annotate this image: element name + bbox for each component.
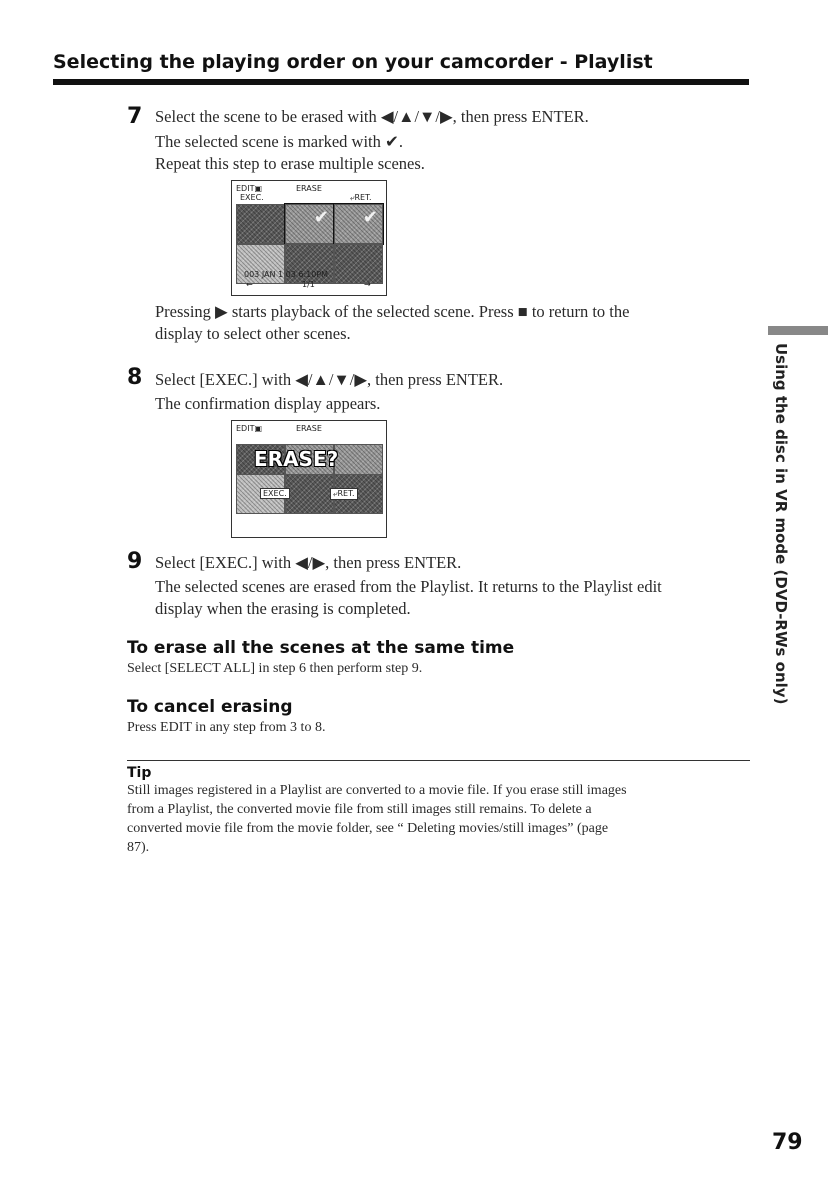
cancel-erasing-heading: To cancel erasing xyxy=(127,697,293,717)
step-7-playback-note: Pressing ▶ starts playback of the selected scene. Press ■ to return to the xyxy=(155,302,630,321)
step-9-result-note-2: display when the erasing is completed. xyxy=(155,599,411,618)
scene-info-label: 003 JAN 1 03 6:10PM xyxy=(244,270,329,279)
erase-select-screen xyxy=(231,180,387,296)
tip-line: converted movie file from the movie folder, see “ Deleting movies/still images” (page xyxy=(127,821,609,836)
screen-erase-label: ERASE xyxy=(296,424,322,433)
erase-confirm-prompt: ERASE? xyxy=(254,447,339,471)
tip-line: Still images registered in a Playlist are converted to a movie file. If you erase still images xyxy=(127,783,627,798)
step-9-instruction: Select [EXEC.] with ◀/▶, then press ENTER. xyxy=(155,553,462,572)
tip-divider xyxy=(127,760,750,761)
erase-all-heading: To erase all the scenes at the same time xyxy=(127,638,515,658)
page-indicator: 1/1 xyxy=(302,280,315,289)
check-mark-icon: ✔ xyxy=(313,207,329,228)
page-title: Selecting the playing order on your camcorder - Playlist xyxy=(53,51,653,73)
step-7-playback-note-2: display to select other scenes. xyxy=(155,324,351,343)
cancel-erasing-text: Press EDIT in any step from 3 to 8. xyxy=(127,720,326,735)
step-7-check-note: The selected scene is marked with ✔. xyxy=(155,132,403,151)
screen-exec-button: EXEC. xyxy=(240,193,264,202)
screen-erase-label: ERASE xyxy=(296,184,322,193)
erase-all-text: Select [SELECT ALL] in step 6 then perform step 9. xyxy=(127,661,423,676)
confirm-exec-button: EXEC. xyxy=(260,488,290,499)
screen-edit-label: EDIT▣ xyxy=(236,424,263,433)
tip-line: 87). xyxy=(127,840,150,855)
step-8-confirm-note: The confirmation display appears. xyxy=(155,394,381,413)
step-7-repeat-note: Repeat this step to erase multiple scenes. xyxy=(155,154,425,173)
scene-thumbnail-selected xyxy=(285,204,334,244)
confirm-ret-button: ⤶RET. xyxy=(330,488,358,500)
step-7-instruction: Select the scene to be erased with ◀/▲/▼/▶, then press ENTER. xyxy=(155,107,589,126)
step-7-number: 7 xyxy=(127,104,143,129)
scene-thumbnail xyxy=(236,204,285,244)
scene-thumbnail xyxy=(334,244,383,284)
next-page-arrow-icon: → xyxy=(364,280,371,289)
prev-page-arrow-icon: ← xyxy=(246,280,253,289)
chapter-tab-bar xyxy=(768,326,828,335)
tip-line: from a Playlist, the converted movie file from still images still remains. To delete a xyxy=(127,802,592,817)
step-8-number: 8 xyxy=(127,365,143,390)
page-number: 79 xyxy=(772,1130,803,1155)
title-rule xyxy=(53,79,749,85)
tip-label: Tip xyxy=(127,765,152,781)
screen-ret-button: ⤶RET. xyxy=(350,193,372,202)
scene-thumbnail-selected xyxy=(334,204,383,244)
erase-confirm-screen xyxy=(231,420,387,538)
screen-edit-label: EDIT▣ xyxy=(236,184,263,193)
step-9-result-note: The selected scenes are erased from the Playlist. It returns to the Playlist edit xyxy=(155,577,662,596)
step-8-instruction: Select [EXEC.] with ◀/▲/▼/▶, then press ENTER. xyxy=(155,370,504,389)
chapter-tab-label: Using the disc in VR mode (DVD-RWs only) xyxy=(772,343,790,705)
scene-thumbnail xyxy=(285,474,334,514)
check-mark-icon: ✔ xyxy=(362,207,378,228)
step-9-number: 9 xyxy=(127,549,143,574)
